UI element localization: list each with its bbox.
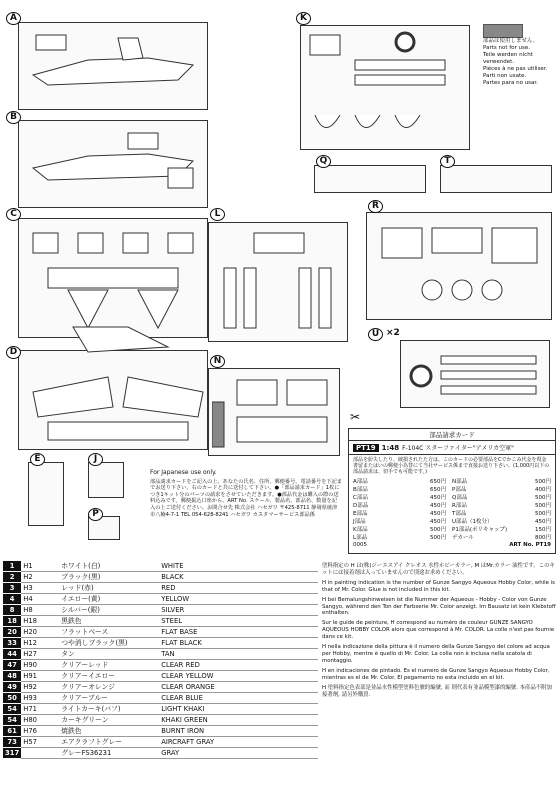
note-it: H nella indicazione della pittura è il numero della Gunze Sangyo del colore ad acqua per Hobby, mentre è quello di Mr. Color. La colla non è inclusa nella scatola di montaggio. [322,644,550,664]
card-title: 部品請求カード [349,429,555,441]
card-intro: 部品を紛失したり、破損されたた方は、このカードの必要部品をCでかこみ代金を現金書留またはいの郵便小為替にて当社サービス係まで直接お送り下さい。(1,000円以下の部品請求は、切手でも可能です。) [353,457,550,475]
japanese-order-note [150,470,342,518]
sprue-j-label: J [88,453,103,466]
price-row: C部品 450円 [353,495,446,501]
sprue-u-drawing [406,346,546,404]
card-code-bottom: 0005 [353,542,367,548]
sprue-k-label: K [296,12,311,25]
paint-notes [322,563,556,701]
fuselage-a-drawing [28,30,198,100]
sprue-q [314,165,426,193]
note-en: H in painting indication is the number of Gunze Sangyo Aqueous Hobby Color, while is that of Mr. Color. Glue is not included in this kit. [322,579,555,593]
paint-row: 1 H1 ホワイト(白) WHITE [3,561,318,572]
wing-c-drawing [28,228,198,333]
paint-row: 73 H57 エアクラフトグレー AIRCRAFT GRAY [3,737,318,748]
sprue-a-label: A [6,12,21,25]
sprue-l-label: L [210,208,225,221]
paint-row: 54 H71 ライトカーキ(バフ) LIGHT KHAKI [3,704,318,715]
price-row: デカール 800円 [452,535,551,541]
sprue-b-label: B [6,111,21,124]
paint-row: 18 H18 黒鉄色 STEEL [3,616,318,627]
sprue-e [28,462,64,526]
note-de: H bei Bemalungshinweisen ist die Nummer der Aqueous - Hobby - Color von Gunze Sangyo, während den Ton der Farbserie Mr. Color anzeigt. Im Bausatz ist kein Klebstoff enthalten. [322,596,556,617]
note-fr: Sur le guide de peinture, H correspond au numéro de couleur GUNZE SANGYO AQUEOUS HOBBY COLOR alors que correspond à Mr. COLOR. La colle n'est pas fournie dans ce kit. [322,620,555,641]
japanese-only-label: For Japanese use only. [150,469,217,476]
sprue-l-drawing [214,228,344,338]
paint-row: 54 H80 カーキグリーン KHAKI GREEN [3,715,318,726]
price-row: D部品 450円 [353,503,446,509]
parts-order-card [348,428,556,554]
paint-row: 33 H12 つや消しブラック(黒) FLAT BLACK [3,638,318,649]
paint-row: 48 H91 クリアーイエロー CLEAR YELLOW [3,671,318,682]
paint-row: 8 H8 シルバー(銀) SILVER [3,605,318,616]
price-row: Q部品 500円 [452,495,551,501]
paint-row: 4 H4 イエロー(黄) YELLOW [3,594,318,605]
paint-row: 47 H90 クリアーレッド CLEAR RED [3,660,318,671]
paint-row: 49 H92 クリアーオレンジ CLEAR ORANGE [3,682,318,693]
price-row: N部品 500円 [452,479,551,485]
not-used-swatch [483,24,523,38]
sprue-e-label: E [30,453,45,466]
not-used-it: Parti non usate. [483,73,527,79]
sprue-n-label: N [210,355,225,368]
not-used-legend [483,24,551,87]
sprue-c-label: C [6,208,21,221]
sprue-k-drawing [305,30,465,145]
note-ja: 塗料指定の H は(株)ジーエスアイ クレオス 水性ホビーカラー, M はMr.カラー 油性です。このキットには接着剤は入っていませんので別途お求めください。 [322,563,555,576]
sprue-t-label: T [440,155,455,168]
sprue-j [88,462,124,498]
sprue-p-label: P [88,508,103,521]
not-used-de: Teile werden nicht verwendet. [483,52,533,65]
not-used-fr: Pièces à ne pas utiliser. [483,66,548,72]
paint-row: 50 H93 クリアーブルー CLEAR BLUE [3,693,318,704]
price-row: K部品 500円 [353,527,446,533]
sprue-d-label: D [6,346,21,359]
sprue-u-label: U [368,328,383,341]
card-model: F-104C スターファイター"アメリカ空軍" [402,445,514,452]
price-row: J部品 450円 [353,519,446,525]
sprue-q-label: Q [316,155,331,168]
price-row: A部品 650円 [353,479,446,485]
scissors-icon: ✂ [350,410,361,424]
paint-color-table [3,561,318,759]
price-row: L部品 500円 [353,535,446,541]
sprue-r-drawing [372,218,548,316]
sprue-u-multiplier: ×2 [386,328,400,338]
not-used-ja: 部品は使用しません。 [483,38,539,44]
note-zh: H 塗料指定色表部是並品水性模型塗料色號的編號, 而 則代表有並品模型漆的編號. 本產品不附加接著劑, 請另外購買. [322,684,552,698]
paint-row: 61 H76 焼鉄色 BURNT IRON [3,726,318,737]
not-used-es: Partes para no usar. [483,80,538,86]
not-used-en: Parts not for use. [483,45,531,51]
sprue-t [440,165,552,193]
paint-row: 20 H20 フラットベース FLAT BASE [3,627,318,638]
paint-row: 44 H27 タン TAN [3,649,318,660]
price-row: P部品 400円 [452,487,551,493]
price-row: R部品 500円 [452,503,551,509]
card-code: PT19 [353,444,379,452]
price-row: U部品（1枚分） 450円 [452,519,551,525]
sprue-n-drawing [212,372,337,452]
sprue-r-label: R [368,200,383,213]
paint-row: 317 グレーFS36231 GRAY [3,748,318,759]
card-scale: 1:48 [381,443,400,452]
price-row: T部品 500円 [452,511,551,517]
card-art-number: ART No. PT19 [509,542,551,548]
price-row: P1部品(ポリキャップ) 150円 [452,527,551,533]
fuselage-b-drawing [28,128,198,198]
price-row: B部品 650円 [353,487,446,493]
japanese-order-text: 部品請求カードをご記入の上、あなたの氏名、住所、郵便番号、電話番号を下記までお送り下さい。右のカードと共に送付して下さい。●「部品請求カード」1枚につき1キット分のパーツの請求をさせていただきます。●部品代金は購入の際の送料込みです。郵便振込口座から、ART No. スケール、製品名、部品名、数量を記入の上ご送付ください。お問合せ先 株式会社 ハセガワ 〒425-8711 静岡県焼津市八楠4-7-1 TEL 054-628-8241 ハセガワ カスタマーサービス部品係 [150,478,342,518]
note-es: H en indicaciones de pintado. Es el numero de Gunze Sangyo Aqueous Hobby Color, mientras es el de Mr. Color. El pegamento no esta incluido en el kit. [322,667,550,681]
paint-row: 3 H3 レッド(赤) RED [3,583,318,594]
wing-d-drawing [28,322,208,447]
paint-row: 2 H2 ブラック(黒) BLACK [3,572,318,583]
price-row: E部品 450円 [353,511,446,517]
